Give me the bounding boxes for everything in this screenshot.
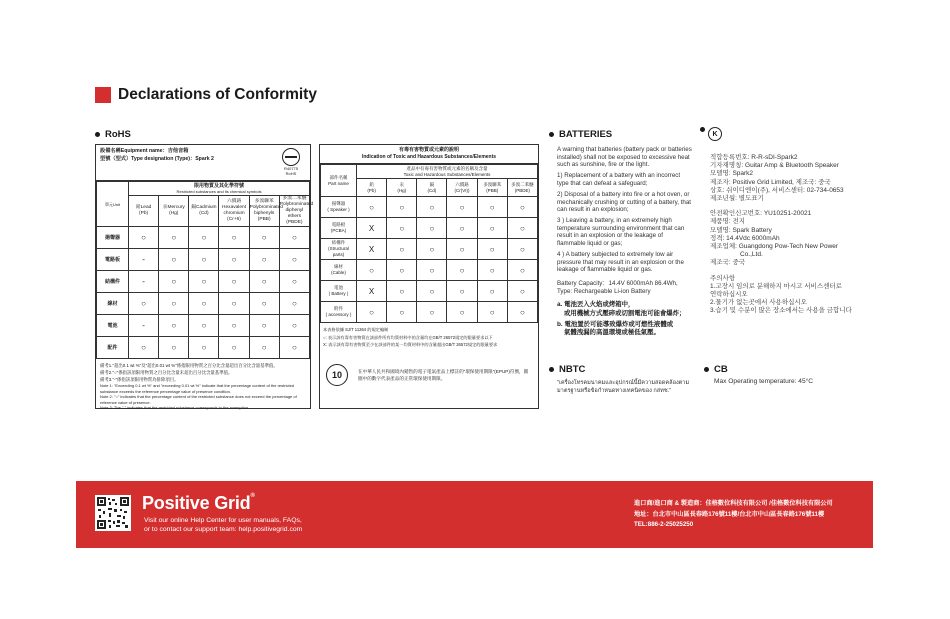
rohs-note-cn-1: 備考1."超出0.1 wt %"及"超出0.01 wt %"係指限用物質之百分比含量超出百分比含量基準值。 [100,363,278,368]
kc-caution-line: 2.물기가 없는곳에서 사용하십시오 [710,299,807,307]
rohs-cell: ○ [249,293,279,315]
importer-address [634,499,833,531]
battery-cn-b2: 氣體洩漏的高溫環境或極低氣壓。 [564,329,660,337]
rohs-cell: ○ [279,249,309,271]
batteries-section [557,146,692,338]
toxic-cell: X [357,281,387,302]
toxic-cell: ○ [387,239,417,260]
toxic-table-row [321,197,538,218]
rohs-cell: ○ [219,293,249,315]
rohs-cell: - [129,271,159,293]
toxic-cell: X [357,239,387,260]
rohs-cell: - [129,315,159,337]
bullet-icon [549,367,554,372]
kc-info-line: 상호: 쉬이디엔이(주), 서비스센터: 02-734-0653 [710,186,844,194]
kc-caution-line: 연락하십시오 [710,291,748,299]
batteries-point-3: 3 ) Leaving a battery, in an extremely high temperature surrounding environment that can result in an explosion or the leakage of flammable liquid or gas; [557,217,685,248]
kc-info-line: 기자재명칭: Guitar Amp & Bluetooth Speaker [710,162,839,170]
rohs-cell: ○ [159,337,189,359]
toxic-cell: ○ [507,281,537,302]
toxic-cell: ○ [417,281,447,302]
toxic-cell: ○ [447,197,477,218]
rohs-note-en-2: Note 2: "○" indicates that the percentage content of the restricted substance does not exceed the percentage of reference value of presence. [100,394,297,405]
brand-logo [142,493,255,514]
toxic-sub-en: Toxic and Hazardous Substances/Elements [403,171,491,177]
toxic-cell: ○ [477,302,507,323]
toxic-cell: ○ [387,218,417,239]
rohs-cell: ○ [249,337,279,359]
toxic-substance-header: 多溴二苯醚 (PBDE) [507,179,537,197]
toxic-notes [320,323,538,352]
toxic-cell: ○ [387,302,417,323]
rohs-row-label: 線材 [97,293,129,315]
rohs-substance-header: 汞Mercury (Hg) [159,196,189,227]
toxic-table-row [321,239,538,260]
rohs-note-cn-2: 備考2."○"係指該項限用物質之百分比含量未超出百分比含量基準值。 [100,370,233,375]
bullet-icon [704,367,709,372]
rohs-table-header [96,145,310,181]
toxic-cell: ○ [387,260,417,281]
toxic-cell: ○ [447,218,477,239]
footer-banner [76,481,873,548]
rohs-cell: ○ [279,271,309,293]
rohs-table-box [95,144,314,411]
rohs-cell: ○ [219,315,249,337]
rohs-cell: ○ [279,227,309,249]
toxic-cell: ○ [477,281,507,302]
toxic-substance-header: 鉛 (Pb) [357,179,387,197]
kc-country: 제조국: 중국 [710,259,746,267]
battery-warning-cn [557,301,692,338]
rohs-cell: ○ [219,227,249,249]
toxic-title-en: Indication of Toxic and Hazardous Substances/Elements [361,154,497,160]
toxic-title [320,145,538,164]
rohs-cell: ○ [159,315,189,337]
help-line-2[interactable]: or to contact our support team: help.positivegrid.com [144,526,303,533]
toxic-cell: ○ [447,302,477,323]
cb-heading-text: CB [714,364,728,375]
rohs-table-row [97,337,310,359]
toxic-cell: ○ [387,197,417,218]
bullet-icon [95,132,100,137]
kc-battery-line: 정격: 14.4Vdc 6000mAh [710,234,780,242]
restricted-cn: 限用物質及其化學符號 [193,182,244,189]
rohs-table-row [97,271,310,293]
rohs-cell: ○ [189,249,219,271]
toxic-cell: ○ [477,197,507,218]
nbtc-heading-text: NBTC [559,364,586,375]
toxic-row-label: 電池 ( Battery ) [321,281,357,302]
help-text [144,516,302,534]
rohs-cell: ○ [159,227,189,249]
battery-cn-a1: a. 電池丟入火焰或烤箱中， [557,301,635,309]
epup-recycle-icon: 10 [326,364,348,386]
rohs-row-label: 配件 [97,337,129,359]
rohs-cell: ○ [129,337,159,359]
kc-info-line: 모델명: Spark2 [710,170,754,178]
toxic-row-label: 揚聲器 ( Speaker ) [321,197,357,218]
equipment-name: 設備名稱Equipment name：吉他音箱 [100,148,189,154]
toxic-note-2: ○: 表示該有毒有害物質在該部件所有均質材料中的含量均在GB/T 26572規定的限量要求以下 [323,334,493,340]
rohs-cell: ○ [189,293,219,315]
phone-line: TEL:886-2-25025250 [634,521,694,528]
toxic-table-row [321,218,538,239]
help-line-1: Visit our online Help Center for user manuals, FAQs, [144,517,302,524]
kc-caution-line: 1.고장시 임의로 분해하지 마시고 서비스센터로 [710,282,842,290]
restricted-en: Restricted substances and its chemical symbols [176,188,262,194]
kc-section [710,154,870,316]
cb-text: Max Operating temperature: 45°C [714,378,814,385]
rohs-row-label: 揚聲器 [97,227,129,249]
rohs-notes [96,359,310,414]
toxic-cell: ○ [507,239,537,260]
toxic-cell: ○ [417,302,447,323]
battery-type: Type: Rechargeable Li-ion Battery [557,287,651,295]
battery-capacity: Battery Capacity：14.4V 6000mAh 86.4Wh, [557,279,678,287]
toxic-cell: ○ [417,218,447,239]
bullet-icon [700,127,705,132]
restricted-header [129,182,310,196]
rohs-note-cn-3: 備考3."-"係指該項限用物質為排除項目。 [100,377,179,382]
toxic-cell: ○ [357,302,387,323]
rohs-cell: ○ [279,293,309,315]
toxic-note-1: 本表格依據 SJ/T 11364 的規定編制 [323,327,389,332]
toxic-cell: ○ [507,260,537,281]
toxic-row-label: 結構件 (Structural parts) [321,239,357,260]
part-name-header: 部件名稱 Part name [321,165,357,197]
rohs-cell: ○ [159,249,189,271]
qr-code-graphic [97,497,129,529]
toxic-substance-header: 六價鉻 (Cr(VI)) [447,179,477,197]
cb-heading [704,364,728,375]
toxic-table-row [321,260,538,281]
toxic-note-3: X: 表示該有毒有害物質至少在該部件的某一均質材料中的含量超出GB/T 26572規定的限量要求 [323,342,498,347]
toxic-substance-header: 多溴聯苯 (PBB) [477,179,507,197]
rohs-heading-text: RoHS [105,129,131,140]
toxic-table-row [321,281,538,302]
toxic-cell: ○ [387,281,417,302]
toxic-cell: ○ [417,260,447,281]
rohs-table [96,181,314,359]
kc-caution-line: 3.습기 및 수분이 많은 장소에서는 사용을 금합니다 [710,307,852,315]
page-title: Declarations of Conformity [118,86,317,103]
toxic-sub-header [357,165,538,179]
rohs-cell: ○ [159,293,189,315]
toxic-table [320,164,538,323]
rohs-cell: ○ [129,227,159,249]
type-designation: 型號（型式）Type designation (Type)：Spark 2 [100,156,214,162]
rohs-cell: ○ [279,315,309,337]
toxic-row-label: 電路板 (PCBA) [321,218,357,239]
unit-header: 單元Unit [97,182,129,227]
bullet-icon [549,132,554,137]
rohs-substance-header: 多溴二苯醚 Polybrominated diphenyl ethers (PBDE) [279,196,314,225]
page-title-block [95,86,317,104]
rohs-cell: ○ [219,337,249,359]
kc-battery-line: 안전확인신고번호: YU10251-20021 [710,210,812,218]
rohs-cell: ○ [219,271,249,293]
toxic-table-row [321,302,538,323]
rohs-substance-header: 鎘Cadmium (Cd) [189,196,219,227]
rohs-table-row [97,227,310,249]
kc-battery-line: 제조업체: Guangdong Pow-Tech New Power [710,243,839,251]
rohs-cell: ○ [249,315,279,337]
toxic-cell: ○ [507,302,537,323]
toxic-substance-header: 汞 (Hg) [387,179,417,197]
rohs-cell: ○ [189,227,219,249]
kc-mark-icon: K [708,127,722,141]
kc-manufacturer-cont: Co.,Ltd. [740,251,763,259]
toxic-cell: ○ [447,281,477,302]
toxic-sub-cn: 產品中有毒有害物質或元素的名稱及含量 [406,165,488,171]
rohs-row-label: 結構件 [97,271,129,293]
batteries-point-4: 4 ) A battery subjected to extremely low air pressure that may result in an explosion or the leakage of flammable liquid or gas. [557,251,684,274]
kc-info-line: 제조자: Positive Grid Limited, 제조국: 중국 [710,178,831,186]
rohs-substance-header: 鉛Lead (Pb) [129,196,159,227]
nbtc-text: "เครื่องโทรคมนาคมและอุปกรณ์นี้มีความสอดคล้องตามมาตรฐานหรือข้อกำหนดทางเทคนิคของ กสทช." [557,380,690,394]
title-square-icon [95,87,111,103]
toxic-cell: ○ [417,239,447,260]
batteries-point-2: 2) Disposal of a battery into fire or a hot oven, or mechanically crushing or cutting of a battery, that can result in an explosion; [557,190,692,214]
batteries-heading [549,129,612,140]
bsmi-logo-text: R40775 RoHS [283,166,298,176]
toxic-cell: ○ [357,197,387,218]
rohs-substance-header: 多溴聯苯 Polybrominated biphenyls (PBB) [249,196,279,227]
toxic-cell: ○ [477,218,507,239]
rohs-cell: ○ [249,271,279,293]
epup-block [320,360,538,390]
rohs-table-row [97,293,310,315]
rohs-note-en-1: Note 1: "Exceeding 0.1 wt %" and "exceeding 0.01 wt %" indicate that the percentage content of the restricted substance exceeds the reference percentage value of presence condition. [100,383,295,394]
toxic-cell: ○ [507,218,537,239]
importer-line: 進口商/進口商 & 製造商：佳格數位科技有限公司 /佳格數位科技有限公司 [634,500,833,507]
toxic-cell: ○ [507,197,537,218]
toxic-cell: ○ [477,239,507,260]
batteries-point-1: 1) Replacement of a battery with an incorrect type that can defeat a safeguard; [557,172,681,187]
rohs-substance-header: 六價鉻 Hexavalent chromium (Cr+6) [219,196,249,227]
toxic-cell: ○ [417,197,447,218]
rohs-cell: ○ [189,337,219,359]
kc-info-line: 제조년월: 별도표기 [710,195,764,203]
toxic-cell: ○ [447,260,477,281]
toxic-cell: X [357,218,387,239]
brand-name: Positive Grid [142,493,251,513]
toxic-cell: ○ [477,260,507,281]
rohs-table-row [97,249,310,271]
rohs-heading [95,129,131,140]
toxic-row-label: 線材 (Cable) [321,260,357,281]
toxic-cell: ○ [357,260,387,281]
rohs-cell: ○ [159,271,189,293]
bsmi-mark-icon [282,148,300,166]
rohs-cell: - [129,249,159,271]
rohs-row-label: 電池 [97,315,129,337]
rohs-note-en-3: Note 3: The "-" indicates that the restricted substance corresponds to the exemption. [100,405,250,411]
rohs-cell: ○ [189,315,219,337]
toxic-table-box [319,144,539,409]
rohs-cell: ○ [219,249,249,271]
rohs-row-label: 電路板 [97,249,129,271]
rohs-table-row [97,315,310,337]
batteries-heading-text: BATTERIES [559,129,613,140]
brand-trademark: ® [250,493,255,499]
rohs-cell: ○ [249,227,279,249]
rohs-cell: ○ [249,249,279,271]
toxic-row-label: 附件 ( accessory ) [321,302,357,323]
kc-battery-line: 제품명: 전지 [710,218,746,226]
qr-code-icon[interactable] [95,495,131,531]
rohs-cell: ○ [189,271,219,293]
nbtc-heading [549,364,585,375]
rohs-cell: ○ [129,293,159,315]
kc-battery-line: 모델명: Spark Battery [710,226,772,234]
battery-cn-b1: b. 電池置於可能導致爆炸或可燃性液體或 [557,320,674,328]
rohs-cell: ○ [279,337,309,359]
battery-cn-a2: 或用機械方式壓碎或切割電池可能會爆炸； [564,309,686,317]
kc-info-line: 적합등록번호: R-R-sDI-Spark2 [710,154,798,161]
batteries-intro: A warning that batteries (battery pack or batteries installed) shall not be exposed to excessive heat such as sunshine, fire or the light. [557,146,692,169]
kc-caution-title: 주의사항 [710,274,736,282]
toxic-cell: ○ [447,239,477,260]
epup-text: 在中華人民共和國境內銷售的電子電氣產品上標註的“環保使用期限”(EPUP)符號，圓圈中的數字代表產品的正常環保使用期限。 [358,368,529,381]
address-line: 地址：台北市中山區長春路176號11樓/台北市中山區長春路176號11樓 [634,510,825,518]
bsmi-logo [278,148,304,176]
toxic-substance-header: 鎘 (Cd) [417,179,447,197]
toxic-title-cn: 有毒有害物質或元素的說明 [398,147,459,153]
